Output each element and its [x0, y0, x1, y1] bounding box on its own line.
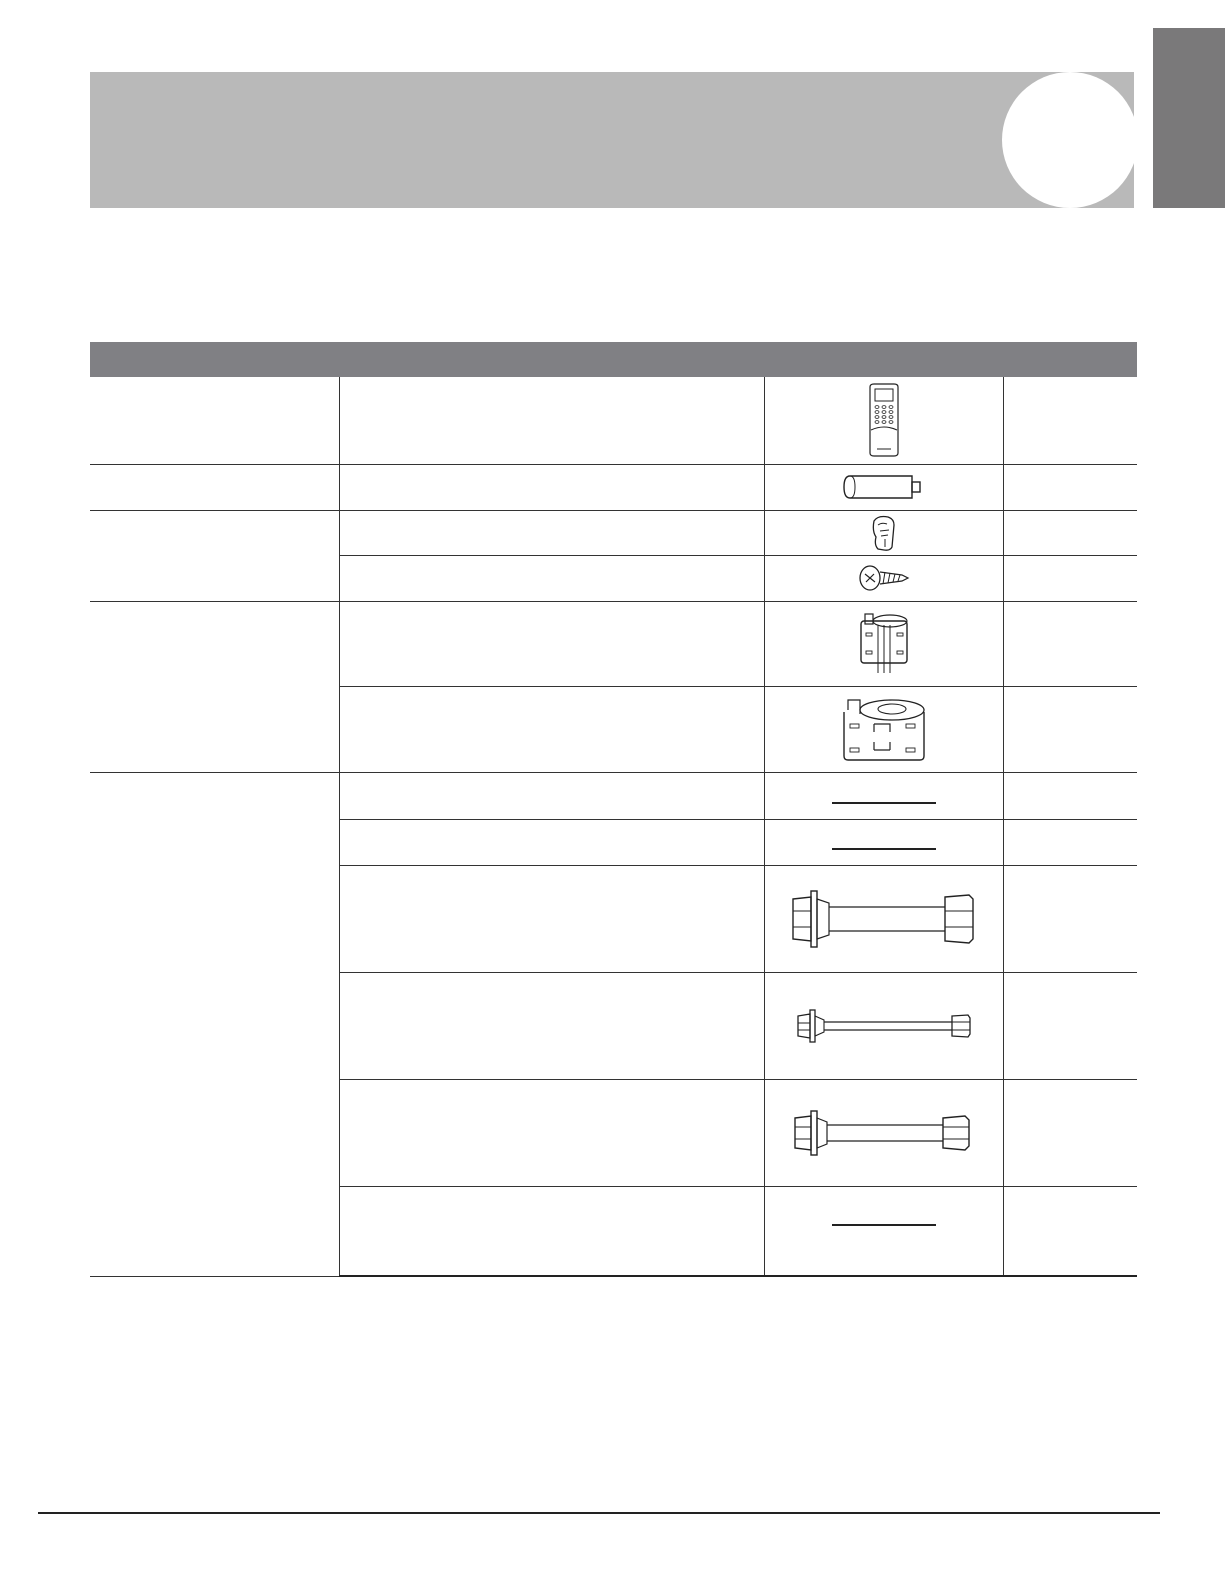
table-row — [90, 377, 1137, 464]
remote-holder-icon — [864, 513, 904, 553]
screw-icon — [856, 560, 912, 596]
side-tab — [1153, 28, 1225, 208]
item-cell — [339, 972, 764, 1079]
header-banner — [90, 72, 1134, 208]
item-image-cell — [764, 972, 1003, 1079]
qty-cell — [1003, 1186, 1137, 1276]
qty-cell — [1003, 555, 1137, 601]
large-ferrite-ring-icon — [838, 694, 930, 764]
qty-cell — [1003, 510, 1137, 555]
line-icon — [830, 845, 938, 853]
category-cell — [90, 464, 339, 510]
item-cell — [339, 686, 764, 772]
footer-rule — [38, 1512, 1160, 1514]
banner-circle-decoration — [1002, 72, 1134, 208]
table-row — [90, 601, 1137, 686]
item-cell — [339, 819, 764, 865]
category-cell — [90, 377, 339, 464]
item-image-cell — [764, 377, 1003, 464]
line-icon — [830, 799, 938, 807]
item-image-cell — [764, 865, 1003, 972]
column-header — [339, 342, 764, 377]
item-image-cell — [764, 510, 1003, 555]
column-header — [1003, 342, 1137, 377]
qty-cell — [1003, 464, 1137, 510]
medium-adapter-pipe-icon — [791, 1108, 977, 1158]
item-cell — [339, 772, 764, 819]
column-header — [90, 342, 339, 377]
item-image-cell — [764, 601, 1003, 686]
item-cell — [339, 555, 764, 601]
column-header — [764, 342, 1003, 377]
item-image-cell — [764, 819, 1003, 865]
category-cell — [90, 510, 339, 601]
accessories-table — [90, 342, 1137, 1277]
qty-cell — [1003, 377, 1137, 464]
table-row — [90, 510, 1137, 555]
item-image-cell — [764, 555, 1003, 601]
table-row — [90, 464, 1137, 510]
item-image-cell — [764, 464, 1003, 510]
item-cell — [339, 377, 764, 464]
item-cell — [339, 1186, 764, 1276]
small-adapter-pipe-icon — [794, 1006, 974, 1046]
item-image-cell — [764, 772, 1003, 819]
line-icon — [830, 1221, 938, 1229]
qty-cell — [1003, 772, 1137, 819]
category-cell — [90, 601, 339, 772]
table-row — [90, 772, 1137, 819]
item-image-cell — [764, 1186, 1003, 1276]
qty-cell — [1003, 819, 1137, 865]
item-image-cell — [764, 1079, 1003, 1186]
small-ferrite-ring-icon — [856, 611, 912, 677]
category-cell — [90, 772, 339, 1276]
qty-cell — [1003, 1079, 1137, 1186]
item-cell — [339, 464, 764, 510]
item-cell — [339, 510, 764, 555]
item-cell — [339, 601, 764, 686]
qty-cell — [1003, 686, 1137, 772]
battery-icon — [842, 473, 926, 501]
qty-cell — [1003, 865, 1137, 972]
large-adapter-pipe-icon — [789, 889, 979, 949]
table-header-row — [90, 342, 1137, 377]
qty-cell — [1003, 972, 1137, 1079]
qty-cell — [1003, 601, 1137, 686]
item-image-cell — [764, 686, 1003, 772]
item-cell — [339, 1079, 764, 1186]
item-cell — [339, 865, 764, 972]
remote-control-icon — [864, 383, 904, 457]
